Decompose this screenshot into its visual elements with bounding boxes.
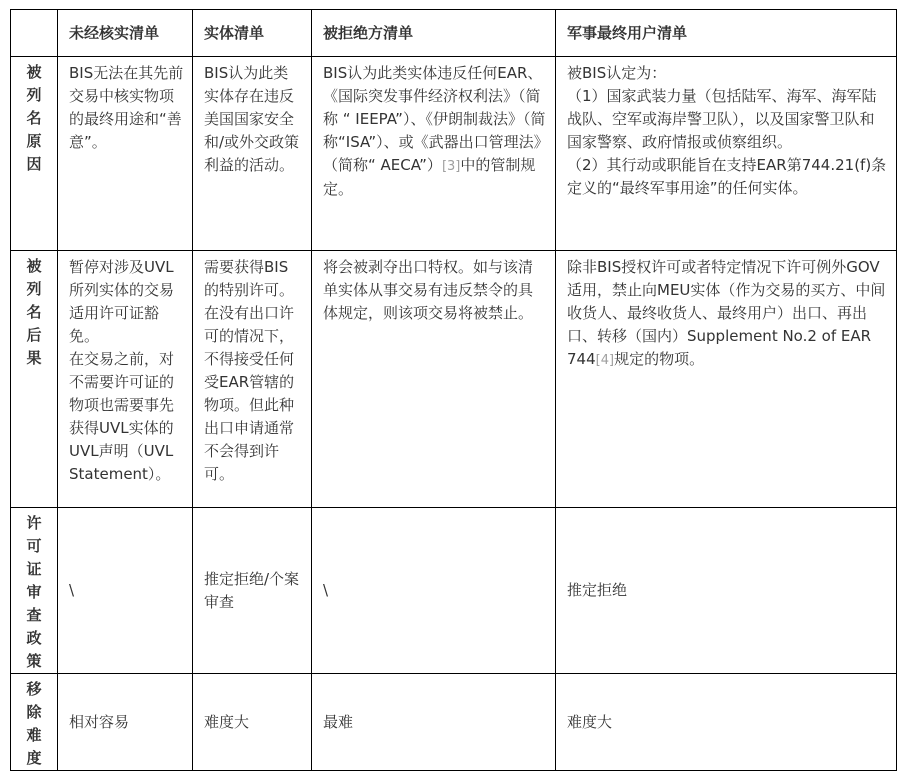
- cell-uvl-policy: \: [58, 508, 193, 674]
- header-entity-list: 实体清单: [193, 10, 312, 57]
- cell-entity-removal: 难度大: [193, 674, 312, 771]
- header-uvl: 未经核实清单: [58, 10, 193, 57]
- header-row: [11, 10, 897, 57]
- cell-denied-removal: 最难: [312, 674, 556, 771]
- cell-denied-reason: BIS认为此类实体违反任何EAR、《国际突发事件经济权利法》（简称 “ IEEPA”）、《伊朗制裁法》（简称“ISA”）、或《武器出口管理法》（简称“ AECA”）[3]中的管制规定。: [312, 57, 556, 251]
- row-header-consequence: 被 列 名 后 果: [11, 251, 58, 508]
- cell-denied-consequence: 将会被剥夺出口特权。如与该清单实体从事交易有违反禁令的具体规定，则该项交易将被禁止。: [312, 251, 556, 508]
- row-header-license-policy: 许 可 证 审 查 政 策: [11, 508, 58, 674]
- cell-uvl-consequence: 暂停对涉及UVL所列实体的交易适用许可证豁免。 在交易之前，对不需要许可证的物项也需要事先获得UVL实体的UVL声明（UVL Statement）。: [58, 251, 193, 508]
- cell-entity-policy: 推定拒绝/个案审查: [193, 508, 312, 674]
- cell-denied-policy: \: [312, 508, 556, 674]
- header-denied-persons: 被拒绝方清单: [312, 10, 556, 57]
- table-row: [11, 508, 897, 674]
- cell-uvl-removal: 相对容易: [58, 674, 193, 771]
- table-row: [11, 674, 897, 771]
- header-corner: [11, 10, 58, 57]
- row-header-reason: 被 列 名 原 因: [11, 57, 58, 251]
- cell-entity-consequence: 需要获得BIS的特别许可。在没有出口许可的情况下，不得接受任何受EAR管辖的物项。但此种出口申请通常不会得到许可。: [193, 251, 312, 508]
- footnote-ref[interactable]: [3]: [441, 159, 461, 174]
- cell-uvl-reason: BIS无法在其先前交易中核实物项的最终用途和“善意”。: [58, 57, 193, 251]
- cell-meu-policy: 推定拒绝: [556, 508, 897, 674]
- table-row: [11, 57, 897, 251]
- cell-entity-reason: BIS认为此类实体存在违反美国国家安全和/或外交政策利益的活动。: [193, 57, 312, 251]
- cell-meu-reason: 被BIS认定为： （1）国家武装力量（包括陆军、海军、海军陆战队、空军或海岸警卫队），以及国家警卫队和国家警察、政府情报或侦察组织。 （2）其行动或职能旨在支持EAR第744.21(f)条定义的“最终军事用途”的任何实体。: [556, 57, 897, 251]
- header-meu-list: 军事最终用户清单: [556, 10, 897, 57]
- cell-meu-consequence: 除非BIS授权许可或者特定情况下许可例外GOV适用，禁止向MEU实体（作为交易的买方、中间收货人、最终收货人、最终用户）出口、再出口、转移（国内）Supplement No.2 of EAR 744[4]规定的物项。: [556, 251, 897, 508]
- row-header-removal: 移 除 难 度: [11, 674, 58, 771]
- table-row: [11, 251, 897, 508]
- footnote-ref[interactable]: [4]: [595, 353, 615, 368]
- comparison-table: [10, 9, 897, 771]
- cell-meu-removal: 难度大: [556, 674, 897, 771]
